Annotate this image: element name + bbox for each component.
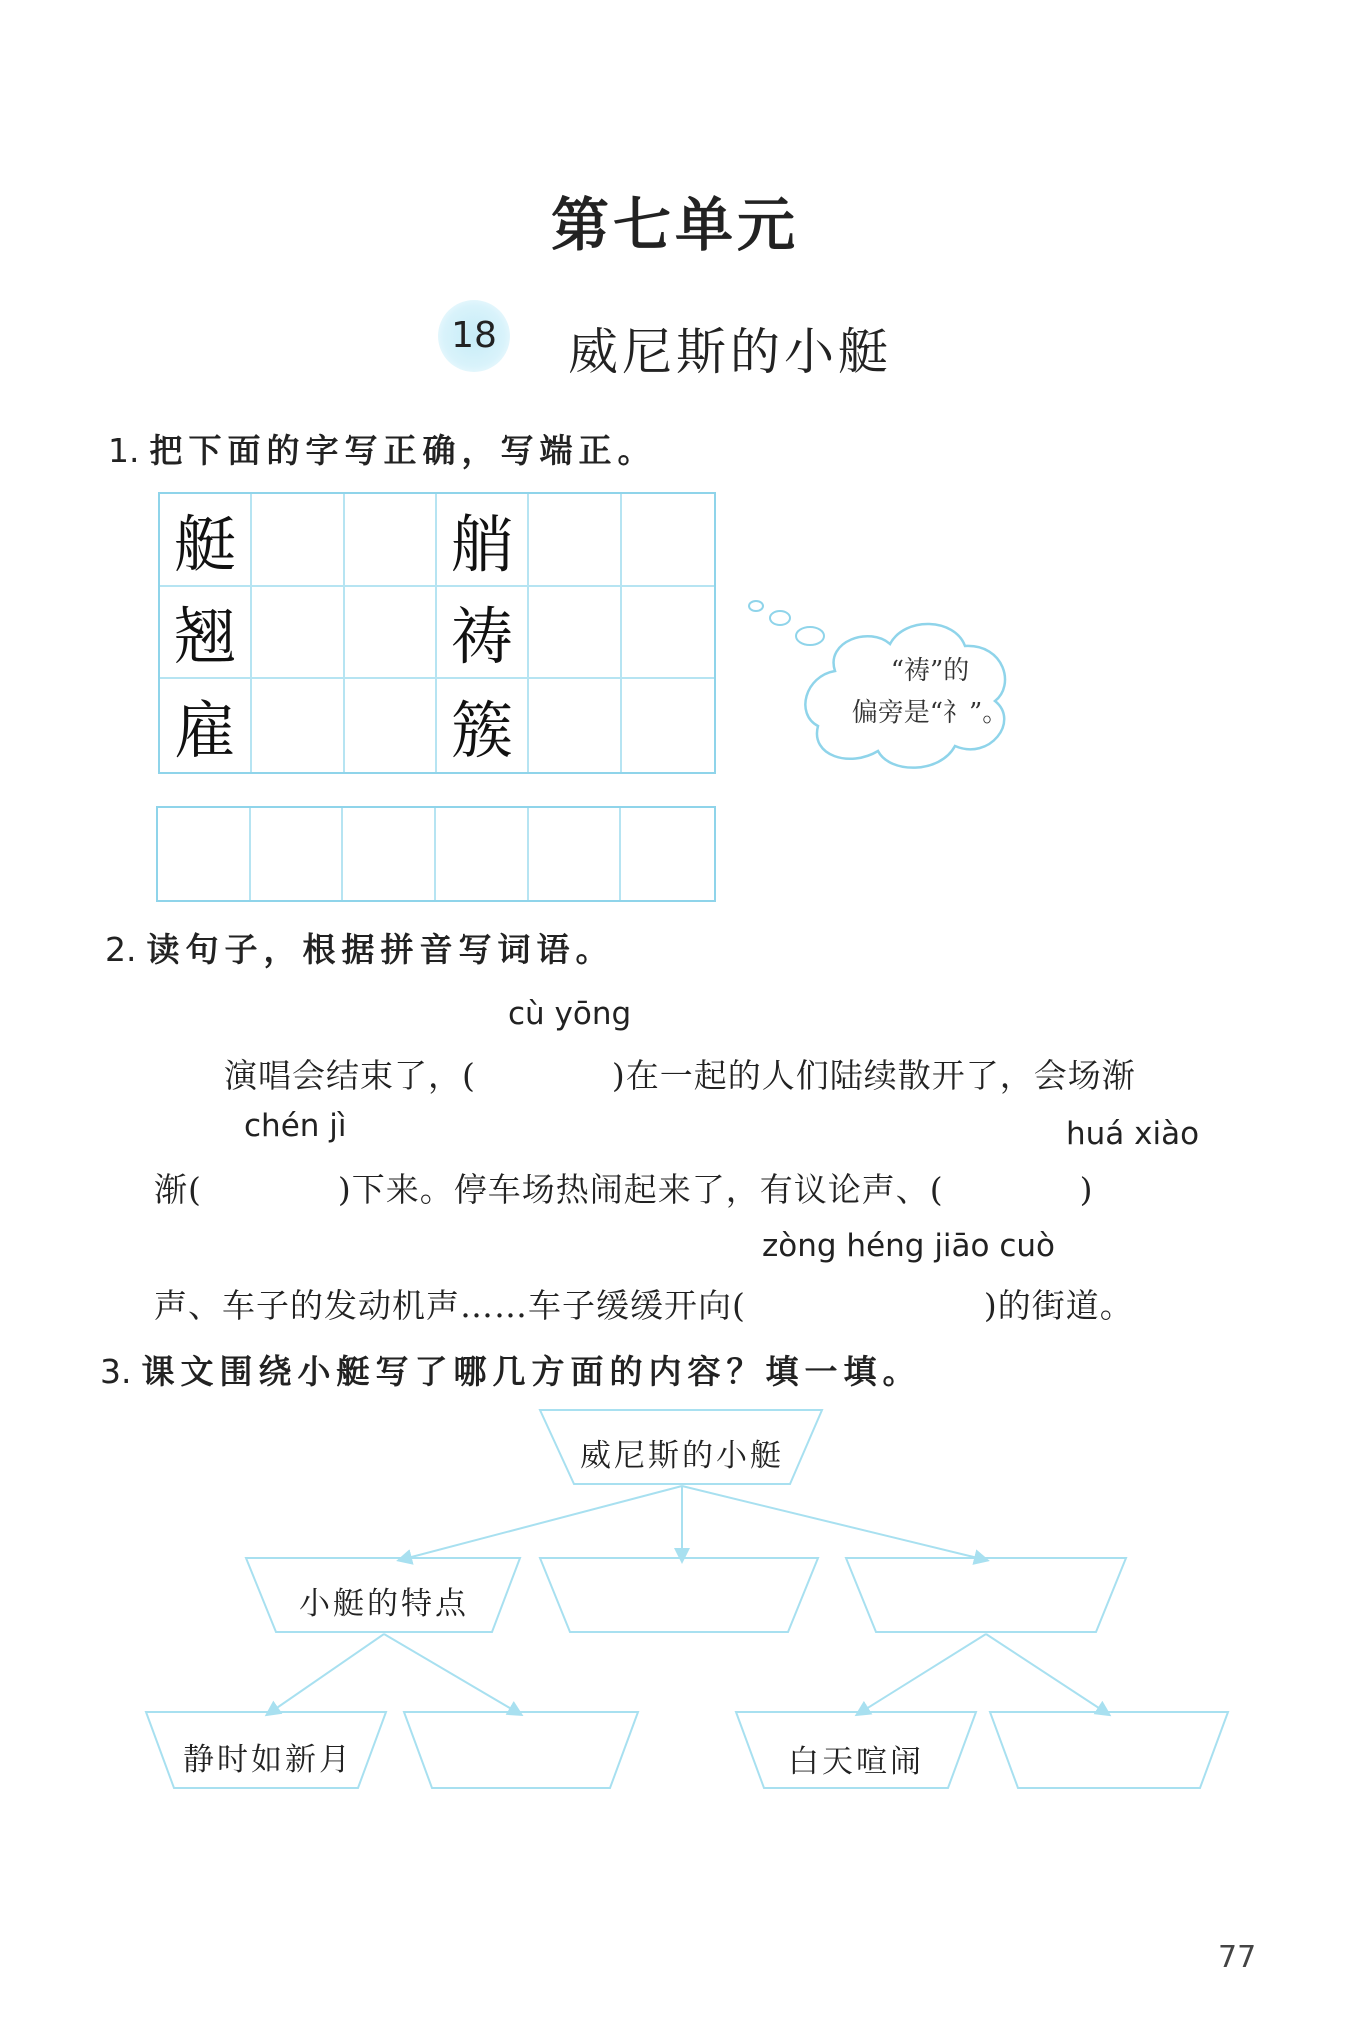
question-1-number: 1. — [108, 431, 140, 470]
practice-cell[interactable] — [345, 494, 437, 587]
lesson-title: 威尼斯的小艇 — [568, 323, 892, 381]
question-1-prompt: 把下面的字写正确，写端正。 — [149, 431, 657, 470]
practice-cell[interactable] — [345, 679, 437, 772]
blank-practice-cell[interactable] — [251, 808, 344, 900]
practice-cell[interactable] — [252, 679, 344, 772]
practice-cell[interactable] — [529, 587, 621, 680]
sentence-line-2: 渐( )下来。停车场热闹起来了，有议论声、( ) — [154, 1170, 1094, 1209]
practice-cell[interactable] — [622, 494, 714, 587]
blank-practice-cell[interactable] — [621, 808, 714, 900]
pinyin-chen-ji: chén jì — [244, 1108, 347, 1144]
question-2 — [105, 924, 615, 971]
model-character-cell: 艄 — [437, 494, 529, 587]
question-3 — [100, 1346, 922, 1393]
aspect-label-1: 小艇的特点 — [299, 1586, 469, 1622]
question-2-number: 2. — [105, 930, 137, 969]
character-practice-grid — [158, 492, 716, 774]
unit-title: 第七单元 — [550, 191, 799, 259]
practice-cell[interactable] — [529, 679, 621, 772]
cloud-tip-line-1: “祷”的 — [890, 656, 970, 686]
cloud-tip — [820, 650, 1040, 734]
question-1 — [108, 425, 657, 472]
practice-cell[interactable] — [252, 587, 344, 680]
lesson-number-badge: 18 — [438, 300, 510, 372]
sentence-line-3: 声、车子的发动机声……车子缓缓开向( )的街道。 — [154, 1286, 1134, 1325]
aspect-box-2 — [540, 1558, 818, 1632]
sentence-line-1: 演唱会结束了，( )在一起的人们陆续散开了，会场渐 — [224, 1056, 1136, 1095]
model-character-cell: 艇 — [160, 494, 252, 587]
question-2-prompt: 读句子，根据拼音写词语。 — [146, 930, 615, 969]
page-number: 77 — [1218, 1940, 1257, 1975]
question-3-prompt: 课文围绕小艇写了哪几方面的内容？填一填。 — [141, 1352, 922, 1391]
blank-practice-cell[interactable] — [158, 808, 251, 900]
practice-cell[interactable] — [622, 587, 714, 680]
cloud-tip-line-2: 偏旁是“礻”。 — [851, 698, 1009, 728]
aspect-box-3 — [846, 1558, 1126, 1632]
pinyin-zong-heng-jiao-cuo: zòng héng jiāo cuò — [762, 1228, 1056, 1264]
blank-practice-cell[interactable] — [529, 808, 622, 900]
detail-box-2 — [404, 1712, 638, 1788]
practice-cell[interactable] — [529, 494, 621, 587]
detail-label-1: 静时如新月 — [183, 1742, 353, 1778]
model-character-cell: 祷 — [437, 587, 529, 680]
question-3-number: 3. — [100, 1352, 132, 1391]
detail-box-4 — [990, 1712, 1228, 1788]
practice-cell[interactable] — [622, 679, 714, 772]
model-character-cell: 簇 — [437, 679, 529, 772]
detail-label-3: 白天喧闹 — [788, 1744, 924, 1780]
blank-practice-cell[interactable] — [436, 808, 529, 900]
root-label: 威尼斯的小艇 — [580, 1438, 784, 1474]
pinyin-cu-yong: cù yōng — [508, 996, 632, 1032]
model-character-cell: 翘 — [160, 587, 252, 680]
blank-practice-cell[interactable] — [343, 808, 436, 900]
model-character-cell: 雇 — [160, 679, 252, 772]
pinyin-hua-xiao: huá xiào — [1066, 1116, 1200, 1152]
practice-cell[interactable] — [345, 587, 437, 680]
blank-writing-grid[interactable] — [156, 806, 716, 902]
practice-cell[interactable] — [252, 494, 344, 587]
